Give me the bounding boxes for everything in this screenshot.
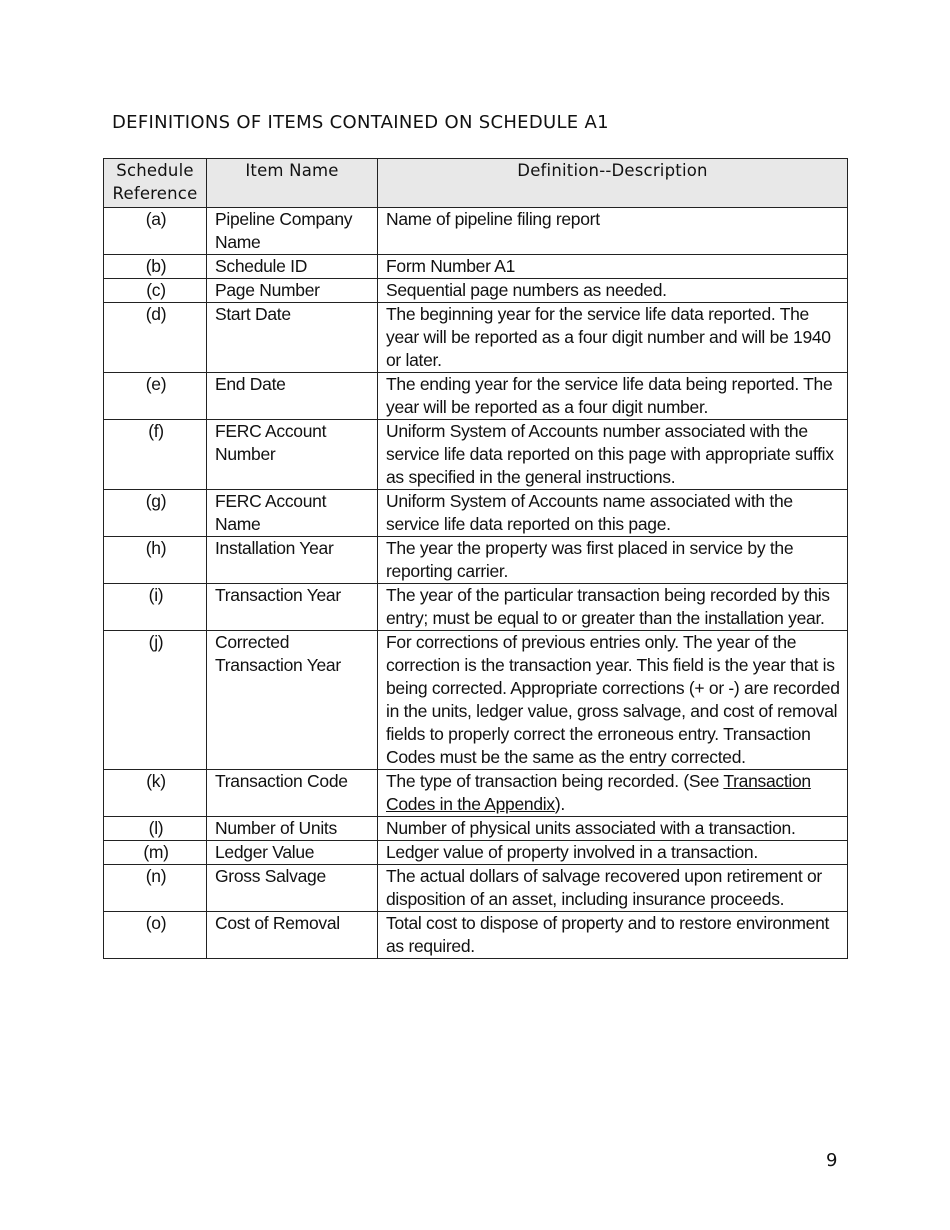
row-item-name: Start Date <box>207 303 378 373</box>
row-definition: Uniform System of Accounts name associated with the service life data reported on this page. <box>378 490 848 537</box>
row-definition: The actual dollars of salvage recovered upon retirement or disposition of an asset, including insurance proceeds. <box>378 865 848 912</box>
table-row <box>104 584 848 631</box>
page-title: DEFINITIONS OF ITEMS CONTAINED ON SCHEDULE A1 <box>112 112 609 133</box>
header-definition: Definition--Description <box>378 159 848 208</box>
row-reference: (j) <box>104 631 207 770</box>
row-definition: The year the property was first placed in service by the reporting carrier. <box>378 537 848 584</box>
row-reference: (k) <box>104 770 207 817</box>
row-definition: The ending year for the service life data being reported. The year will be reported as a four digit number. <box>378 373 848 420</box>
row-item-name: Cost of Removal <box>207 912 378 959</box>
row-reference: (d) <box>104 303 207 373</box>
row-definition <box>378 770 848 817</box>
row-reference: (f) <box>104 420 207 490</box>
row-reference: (c) <box>104 279 207 303</box>
table-row <box>104 420 848 490</box>
row-definition: Form Number A1 <box>378 255 848 279</box>
row-item-name: Transaction Code <box>207 770 378 817</box>
row-item-name: FERC Account Name <box>207 490 378 537</box>
table-row <box>104 279 848 303</box>
row-item-name: Ledger Value <box>207 841 378 865</box>
row-definition: Uniform System of Accounts number associated with the service life data reported on this page with appropriate suffix as specified in the general instructions. <box>378 420 848 490</box>
table-row <box>104 373 848 420</box>
table-row <box>104 817 848 841</box>
row-reference: (h) <box>104 537 207 584</box>
table-row <box>104 912 848 959</box>
table-row <box>104 631 848 770</box>
row-definition: Number of physical units associated with a transaction. <box>378 817 848 841</box>
header-schedule-reference: Schedule Reference <box>104 159 207 208</box>
table-row <box>104 841 848 865</box>
definitions-table <box>103 158 848 959</box>
row-definition: Name of pipeline filing report <box>378 208 848 255</box>
row-reference: (e) <box>104 373 207 420</box>
table-row <box>104 537 848 584</box>
row-definition: Sequential page numbers as needed. <box>378 279 848 303</box>
row-item-name: Page Number <box>207 279 378 303</box>
table-row <box>104 490 848 537</box>
row-reference: (i) <box>104 584 207 631</box>
row-definition-text-end: ). <box>554 794 565 814</box>
table-header-row <box>104 159 848 208</box>
row-item-name: Transaction Year <box>207 584 378 631</box>
table-row <box>104 865 848 912</box>
row-reference: (g) <box>104 490 207 537</box>
row-item-name: Installation Year <box>207 537 378 584</box>
row-reference: (l) <box>104 817 207 841</box>
header-item-name: Item Name <box>207 159 378 208</box>
row-item-name: Schedule ID <box>207 255 378 279</box>
row-reference: (n) <box>104 865 207 912</box>
row-item-name: Corrected Transaction Year <box>207 631 378 770</box>
table-row <box>104 208 848 255</box>
row-reference: (a) <box>104 208 207 255</box>
table-row <box>104 255 848 279</box>
row-definition: Total cost to dispose of property and to restore environment as required. <box>378 912 848 959</box>
appendix-link[interactable]: Transaction Codes in the Appendix <box>386 771 811 814</box>
table-row <box>104 303 848 373</box>
row-item-name: Pipeline Company Name <box>207 208 378 255</box>
row-item-name: Number of Units <box>207 817 378 841</box>
row-reference: (o) <box>104 912 207 959</box>
row-item-name: FERC Account Number <box>207 420 378 490</box>
row-definition: The year of the particular transaction being recorded by this entry; must be equal to or greater than the installation year. <box>378 584 848 631</box>
row-item-name: End Date <box>207 373 378 420</box>
row-definition: Ledger value of property involved in a transaction. <box>378 841 848 865</box>
row-definition: For corrections of previous entries only. The year of the correction is the transaction year. This field is the year that is being corrected. Appropriate corrections (+ or -) are recorded in the units, ledger value, gross salvage, and cost of removal fields to properly correct the erroneous entry. Transaction Codes must be the same as the entry corrected. <box>378 631 848 770</box>
row-definition-text: The type of transaction being recorded. (See <box>386 771 724 791</box>
row-definition: The beginning year for the service life data reported. The year will be reported as a four digit number and will be 1940 or later. <box>378 303 848 373</box>
row-reference: (m) <box>104 841 207 865</box>
table-row <box>104 770 848 817</box>
row-item-name: Gross Salvage <box>207 865 378 912</box>
row-reference: (b) <box>104 255 207 279</box>
page-number: 9 <box>826 1150 838 1171</box>
